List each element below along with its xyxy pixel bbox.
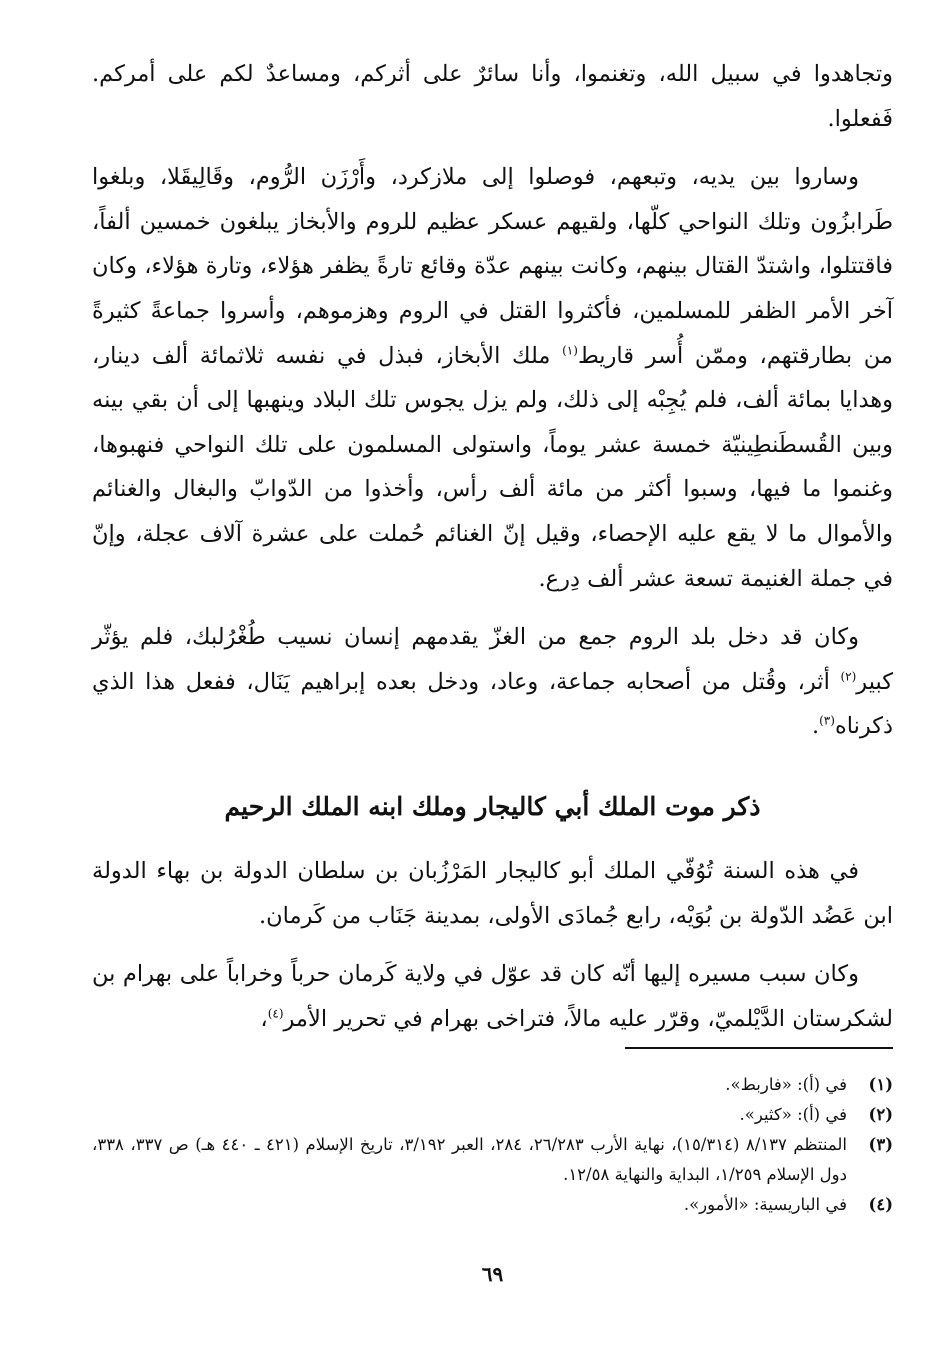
paragraph-3 — [92, 615, 893, 749]
footnote-4 — [92, 1190, 893, 1220]
paragraph-1-text: وتجاهدوا في سبيل الله، وتغنموا، وأنا سائرٌ على أثركم، ومساعدٌ لكم على أمركم. فَفعلوا. — [92, 61, 893, 132]
footnote-text: في (أ): «كثير». — [739, 1105, 847, 1124]
section-paragraph-2-text-a: وكان سبب مسيره إليها أنّه كان قد عوّل في ولاية كَرمان حرباً وخراباً على بهرام بن لشكرستان الدَّيْلميّ، وقرّر عليه مالاً، فتراخى بهرام في تحرير الأمر — [92, 961, 893, 1032]
footnote-text: في الباريسية: «الأمور». — [683, 1195, 847, 1214]
footnote-3 — [92, 1130, 893, 1190]
footnote-number: (٢) — [868, 1105, 893, 1124]
book-page — [92, 52, 893, 1367]
footnote-number: (٣) — [868, 1135, 893, 1154]
paragraph-2-text-b: ملك الأبخاز، فبذل في نفسه ثلاثمائة ألف دينار، وهدايا بمائة ألف، فلم يُجِبْه إلى ذلك، ولم يزل يجوس تلك البلاد وينهبها إلى أن بقي بينه وبين القُسطَنطِينيّة خمسة عشر يوماً، واستولى المسلمون على تلك النواحي فنهبوها، وغنموا ما فيها، وسبوا أكثر من مائة ألف رأس، وأخذوا من الدّوابّ والبغال والغنائم والأموال ما لا يقع عليه الإحصاء، وقيل إنّ الغنائم حُملت على عشرة آلاف عجلة، وإنّ في جملة الغنيمة تسعة عشر ألف دِرع. — [92, 342, 893, 592]
section-paragraph-2 — [92, 952, 893, 1041]
footnote-ref-2[interactable]: (٢) — [840, 669, 857, 684]
section-title: ذكر موت الملك أبي كاليجار وملك ابنه الملك الرحيم — [224, 791, 761, 821]
paragraph-3-text-c: . — [811, 713, 820, 740]
section-paragraph-1-text: في هذه السنة تُوُفّي الملك أبو كاليجار المَرْزُبان بن سلطان الدولة بن بهاء الدولة ابن عَضُد الدّولة بن بُوَيْه، رابع جُمادَى الأولى، بمدينة جَنَاب من كَرمان. — [92, 857, 893, 929]
paragraph-3-text-b: أثر، وقُتل من أصحابه جماعة، وعاد، ودخل بعده إبراهيم يَنَال، ففعل هذا الذي ذكرناه — [92, 668, 893, 740]
section-paragraph-2-text-b: ، — [260, 1005, 268, 1032]
footnote-text: المنتظم ٨/١٣٧ (١٥/٣١٤)، نهاية الأرب ٢٦/٢٨٣، ٢٨٤، العبر ٣/١٩٢، تاريخ الإسلام (٤٢١ ـ ٤٤٠ هـ) ص ٣٣٧، ٣٣٨، دول الإسلام ١/٢٥٩، البداية والنهاية ١٢/٥٨. — [92, 1135, 847, 1184]
footnote-1 — [92, 1070, 893, 1100]
section-paragraph-1 — [92, 849, 893, 938]
footnote-ref-3[interactable]: (٣) — [819, 713, 835, 728]
paragraph-1 — [92, 52, 893, 141]
footnote-text: في (أ): «فاربط». — [725, 1075, 847, 1094]
footnote-number: (٤) — [868, 1195, 893, 1214]
footnote-divider — [625, 1047, 893, 1049]
footnote-ref-4[interactable]: (٤) — [267, 1006, 284, 1021]
footnotes — [92, 1070, 893, 1220]
paragraph-2 — [92, 155, 893, 601]
footnote-ref-1[interactable]: (١) — [562, 343, 578, 358]
paragraph-3-text-a: وكان قد دخل بلد الروم جمع من الغزّ يقدمهم إنسان نسيب طُغْرُلبك، فلم يؤثّر كبير — [92, 624, 893, 695]
page-number: ٦٩ — [481, 1262, 504, 1286]
paragraph-2-text-a: وساروا بين يديه، وتبعهم، فوصلوا إلى ملازكرد، وأَرْزَن الرُّوم، وقَالِيقَلا، وبلغوا طَرابزُون وتلك النواحي كلّها، ولقيهم عسكر عظيم للروم والأبخاز يبلغون خمسين ألفاً، فاقتتلوا، واشتدّ القتال بينهم، وكانت بينهم عدّة وقائع تارةً يظفر هؤلاء، وتارة هؤلاء، وكان آخر الأمر الظفر للمسلمين، فأكثروا القتل في الروم وهزموهم، وأسروا جماعةً كثيرةً من بطارقتهم، وممّن أُسر قاريط — [92, 164, 893, 369]
footnote-2 — [92, 1100, 893, 1130]
footnote-number: (١) — [868, 1075, 893, 1094]
